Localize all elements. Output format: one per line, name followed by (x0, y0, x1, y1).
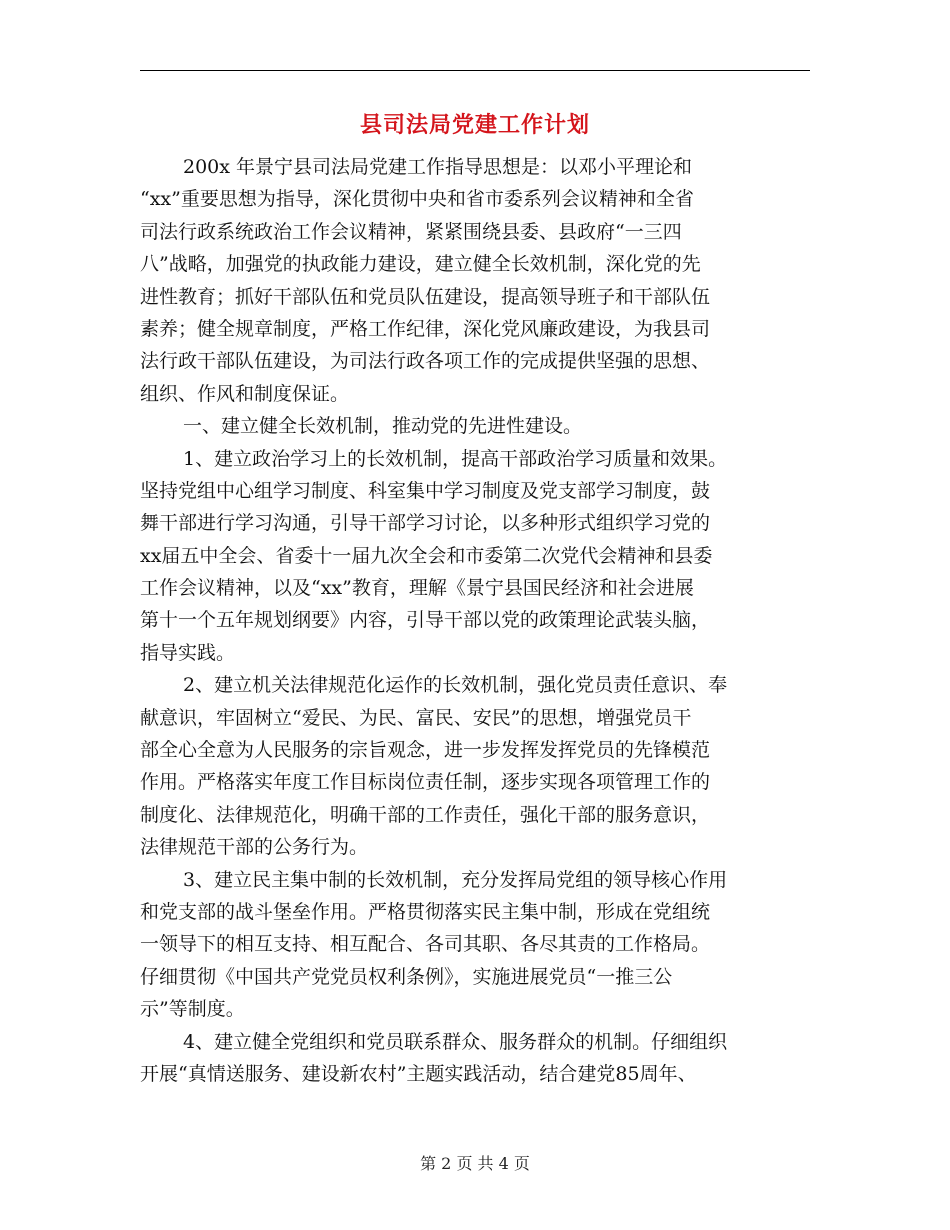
paragraph-line: 2、建立机关法律规范化运作的长效机制，强化党员责任意识、奉 (183, 674, 728, 697)
paragraph-line: 指导实践。 (140, 641, 236, 664)
document-body (140, 151, 812, 1090)
paragraph-line: 司法行政系统政治工作会议精神，紧紧围绕县委、县政府“一三四 (140, 220, 682, 243)
paragraph-line: 示”等制度。 (140, 998, 245, 1021)
paragraph-line: 组织、作风和制度保证。 (140, 382, 350, 405)
paragraph-line: 舞干部进行学习沟通，引导干部学习讨论，以多种形式组织学习党的 (140, 512, 711, 535)
header-rule (140, 70, 810, 71)
paragraph-line: 一领导下的相互支持、相互配合、各司其职、各尽其责的工作格局。 (140, 933, 711, 956)
paragraph-line: 开展“真情送服务、建设新农村”主题实践活动，结合建党85周年、 (140, 1062, 697, 1085)
paragraph-line: 工作会议精神，以及“xx”教育，理解《景宁县国民经济和社会进展 (140, 577, 694, 600)
paragraph-line: 作用。严格落实年度工作目标岗位责任制，逐步实现各项管理工作的 (140, 771, 711, 794)
paragraph-line: 200x 年景宁县司法局党建工作指导思想是：以邓小平理论和 (183, 156, 693, 178)
paragraph-line: 制度化、法律规范化，明确干部的工作责任，强化干部的服务意识， (140, 803, 711, 826)
document-title: 县司法局党建工作计划 (359, 112, 590, 138)
paragraph-line: 素养；健全规章制度，严格工作纪律，深化党风廉政建设，为我县司 (140, 317, 711, 340)
paragraph-line: 法律规范干部的公务行为。 (140, 836, 369, 859)
page-number: 第 2 页 共 4 页 (420, 1154, 530, 1173)
paragraph-line: 4、建立健全党组织和党员联系群众、服务群众的机制。仔细组织 (183, 1030, 728, 1053)
paragraph-line: 3、建立民主集中制的长效机制，充分发挥局党组的领导核心作用 (183, 868, 728, 891)
paragraph-line: 1、建立政治学习上的长效机制，提高干部政治学习质量和效果。 (183, 447, 728, 470)
paragraph-line: 仔细贯彻《中国共产党党员权利条例》，实施进展党员“一推三公 (140, 965, 673, 988)
section-heading: 一、建立健全长效机制，推动党的先进性建设。 (183, 415, 583, 438)
paragraph-line: 法行政干部队伍建设，为司法行政各项工作的完成提供坚强的思想、 (140, 350, 711, 373)
paragraph-line: 进性教育；抓好干部队伍和党员队伍建设，提高领导班子和干部队伍 (140, 285, 711, 308)
paragraph-line: 第十一个五年规划纲要》内容，引导干部以党的政策理论武装头脑， (140, 609, 711, 632)
paragraph-line: 坚持党组中心组学习制度、科室集中学习制度及党支部学习制度，鼓 (140, 479, 711, 502)
paragraph-line: 和党支部的战斗堡垒作用。严格贯彻落实民主集中制，形成在党组统 (140, 900, 711, 923)
paragraph-line: 八”战略，加强党的执政能力建设，建立健全长效机制，深化党的先 (140, 253, 701, 276)
paragraph-line: 献意识，牢固树立“爱民、为民、富民、安民”的思想，增强党员干 (140, 706, 692, 729)
paragraph-line: xx届五中全会、省委十一届九次全会和市委第二次党代会精神和县委 (140, 544, 713, 567)
paragraph-line: 部全心全意为人民服务的宗旨观念，进一步发挥发挥党员的先锋模范 (140, 739, 711, 762)
paragraph-line: “xx”重要思想为指导，深化贯彻中央和省市委系列会议精神和全省 (140, 188, 694, 211)
